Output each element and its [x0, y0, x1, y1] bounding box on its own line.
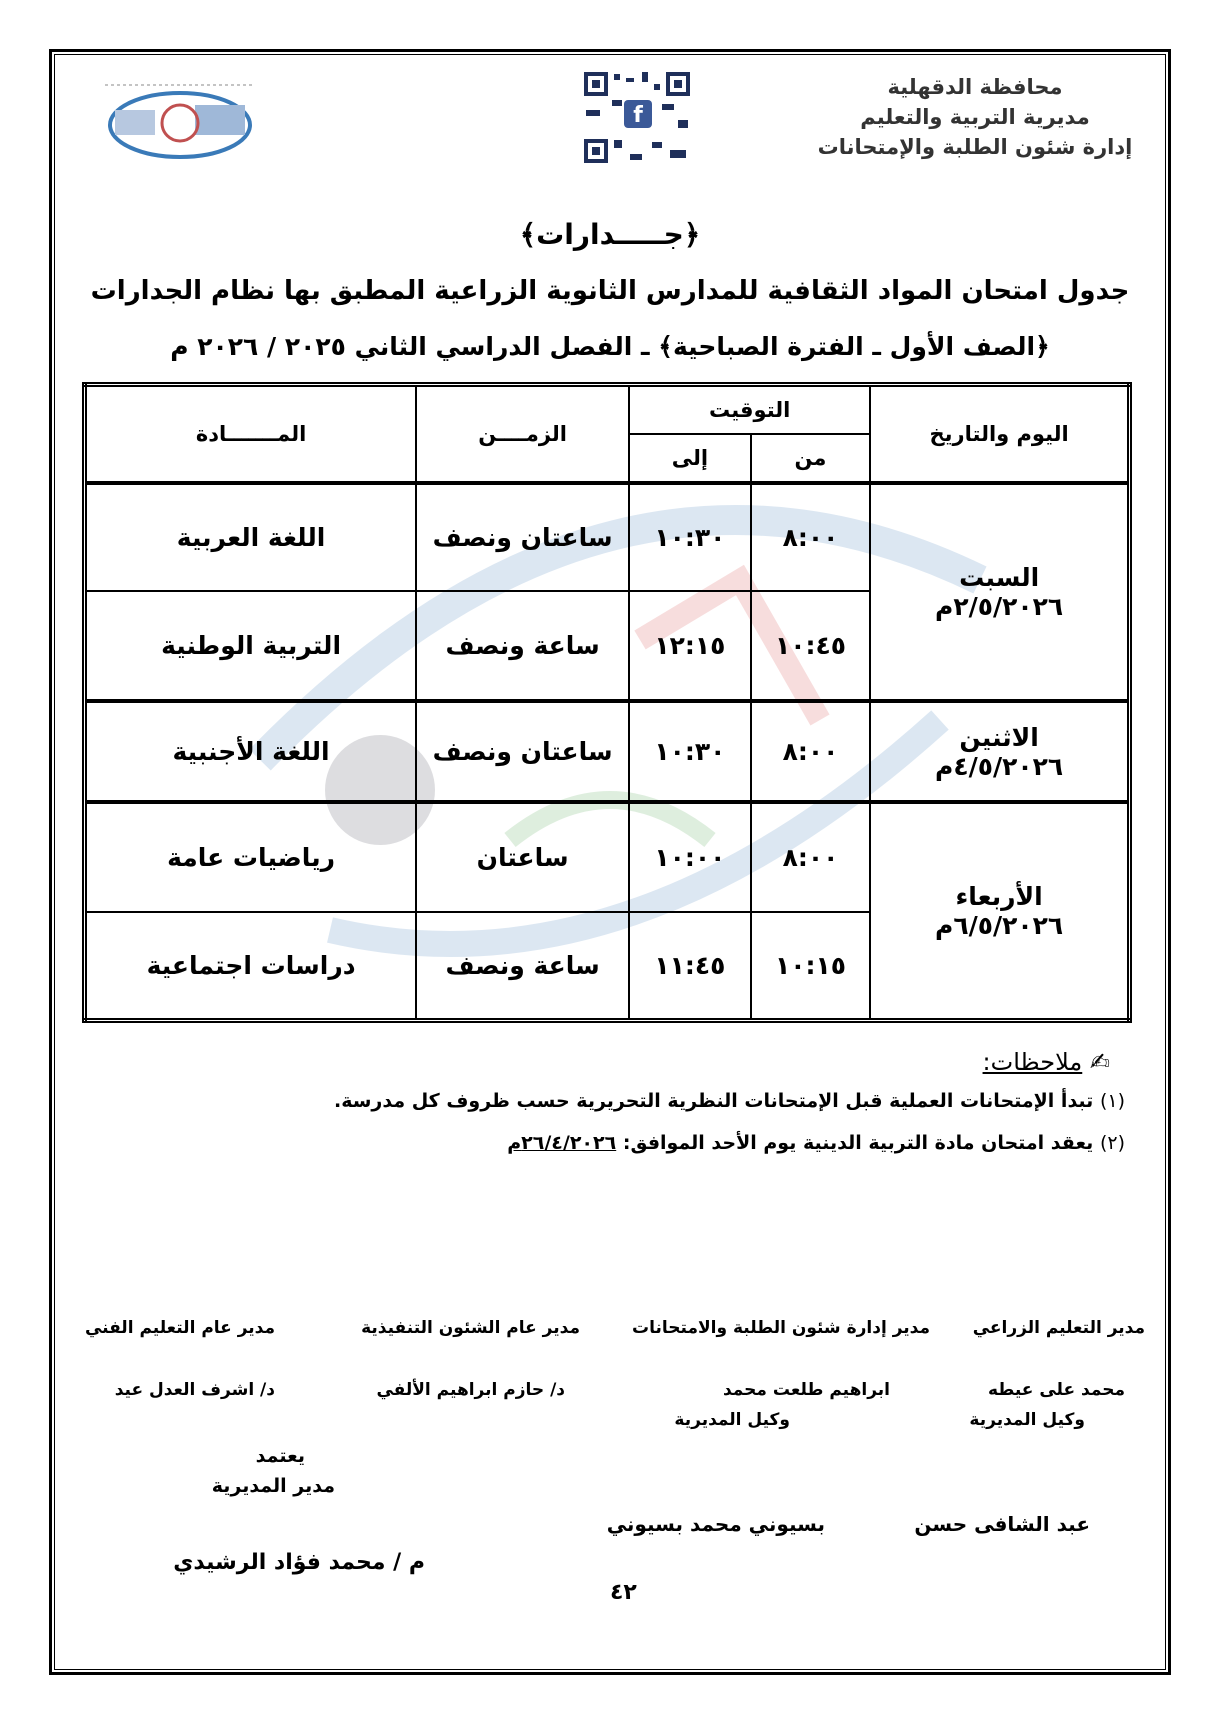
pen-icon: ✍ — [1089, 1048, 1110, 1076]
day-cell: الأربعاء ٦/٥/٢٠٢٦م — [870, 802, 1129, 1020]
signature-title: مدير عام الشئون التنفيذية — [361, 1318, 580, 1338]
day-cell: الاثنين ٤/٥/٢٠٢٦م — [870, 701, 1129, 802]
to-cell: ١١:٤٥ — [629, 912, 751, 1020]
signature-title: مدير إدارة شئون الطلبة والامتحانات — [632, 1318, 930, 1338]
header-timing: التوقيت — [629, 385, 870, 435]
svg-text:f: f — [633, 103, 643, 128]
directorate-name: مديرية التربية والتعليم — [860, 105, 1090, 129]
issuer-header — [815, 72, 1135, 162]
header-to: إلى — [629, 434, 751, 483]
signature-role: وكيل المديرية — [969, 1410, 1085, 1430]
department-name: إدارة شئون الطلبة والإمتحانات — [817, 135, 1133, 159]
header-duration: الزمــــن — [416, 385, 629, 484]
to-cell: ١٠:٣٠ — [629, 483, 751, 591]
table-row — [85, 701, 1130, 802]
duration-cell: ساعتان — [416, 802, 629, 912]
notes-heading: ✍ ملاحظات: — [982, 1048, 1110, 1076]
signature-name: محمد على عيطه — [987, 1380, 1125, 1400]
subject-cell: اللغة العربية — [85, 483, 417, 591]
duration-cell: ساعتان ونصف — [416, 483, 629, 591]
signature-name: ابراهيم طلعت محمد — [722, 1380, 890, 1400]
duration-cell: ساعة ونصف — [416, 591, 629, 701]
note-2: (٢) يعقد امتحان مادة التربية الدينية يوم الأحد الموافق: ٢٦/٤/٢٠٢٦م — [507, 1132, 1125, 1154]
to-cell: ١٠:٣٠ — [629, 701, 751, 802]
subject-cell: رياضيات عامة — [85, 802, 417, 912]
signature-title: مدير عام التعليم الفني — [84, 1318, 275, 1338]
table-row — [85, 483, 1130, 591]
table-row — [85, 802, 1130, 912]
document-title: جدول امتحان المواد الثقافية للمدارس الثانوية الزراعية المطبق بها نظام الجدارات — [90, 276, 1130, 306]
subject-cell: التربية الوطنية — [85, 591, 417, 701]
signature-title: مدير التعليم الزراعي — [972, 1318, 1145, 1338]
approval-label: يعتمد — [255, 1445, 305, 1467]
from-cell: ٨:٠٠ — [751, 802, 871, 912]
note-1: (١) تبدأ الإمتحانات العملية قبل الإمتحانات النظرية التحريرية حسب ظروف كل مدرسة. — [333, 1090, 1125, 1112]
document-tag: ﴿جـــــدارات﴾ — [519, 218, 701, 251]
document-subtitle: ﴿الصف الأول ـ الفترة الصباحية﴾ ـ الفصل الدراسي الثاني ٢٠٢٥ / ٢٠٢٦ م — [170, 332, 1050, 361]
to-cell: ١٠:٠٠ — [629, 802, 751, 912]
page-number: ٤٢ — [610, 1580, 637, 1605]
from-cell: ٨:٠٠ — [751, 701, 871, 802]
from-cell: ١٠:١٥ — [751, 912, 871, 1020]
approval-role: مدير المديرية — [211, 1475, 335, 1497]
header-day-date: اليوم والتاريخ — [870, 385, 1129, 484]
header-subject: المـــــــادة — [85, 385, 417, 484]
signature-name: د/ حازم ابراهيم الألفي — [376, 1380, 565, 1400]
signature-name: عبد الشافى حسن — [914, 1512, 1090, 1536]
ministry-logo — [95, 75, 265, 170]
to-cell: ١٢:١٥ — [629, 591, 751, 701]
approver-name: م / محمد فؤاد الرشيدي — [173, 1550, 425, 1575]
duration-cell: ساعة ونصف — [416, 912, 629, 1020]
signature-name: د/ اشرف العدل عيد — [114, 1380, 275, 1400]
signature-role: وكيل المديرية — [674, 1410, 790, 1430]
duration-cell: ساعتان ونصف — [416, 701, 629, 802]
from-cell: ١٠:٤٥ — [751, 591, 871, 701]
subject-cell: اللغة الأجنبية — [85, 701, 417, 802]
subject-cell: دراسات اجتماعية — [85, 912, 417, 1020]
day-cell: السبت ٢/٥/٢٠٢٦م — [870, 483, 1129, 701]
facebook-qr-code[interactable] — [582, 70, 692, 165]
signature-name: بسيوني محمد بسيوني — [606, 1512, 825, 1536]
header-from: من — [751, 434, 871, 483]
governorate-name: محافظة الدقهلية — [887, 75, 1063, 99]
exam-schedule-table — [82, 382, 1132, 1023]
from-cell: ٨:٠٠ — [751, 483, 871, 591]
